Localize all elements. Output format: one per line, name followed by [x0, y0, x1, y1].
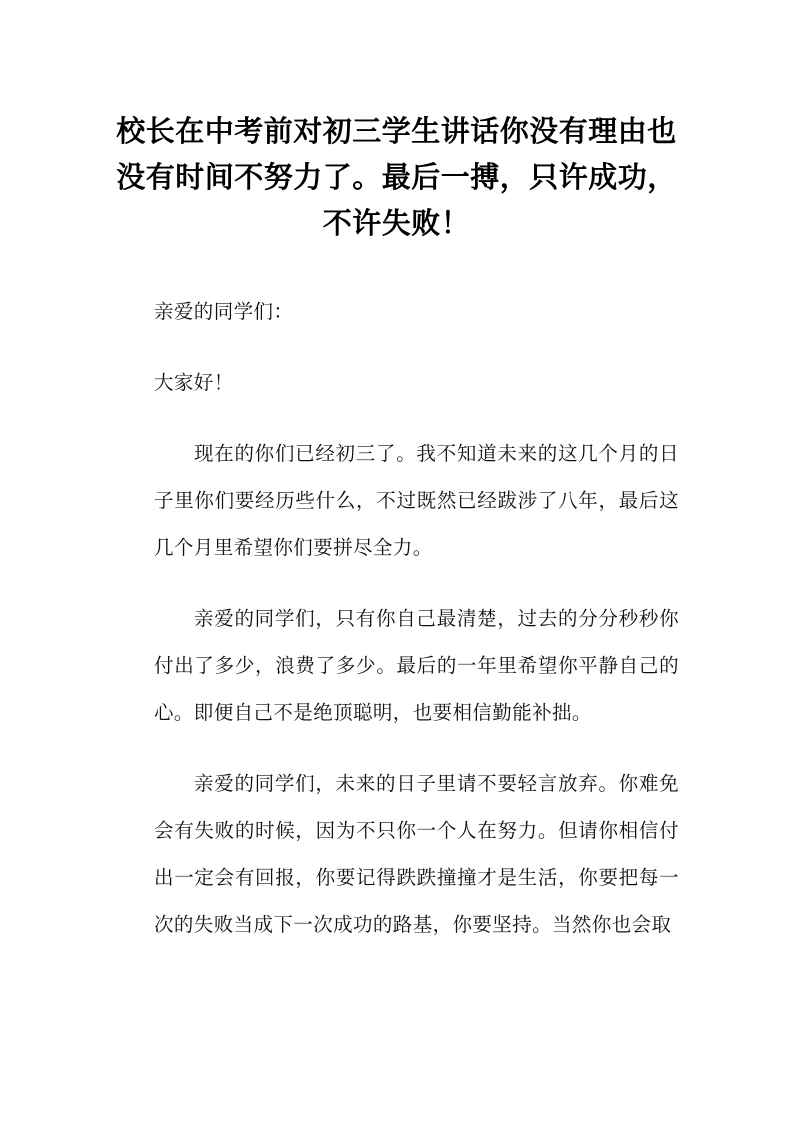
document-body	[104, 288, 689, 948]
paragraph-greeting: 大家好！	[154, 371, 234, 394]
paragraph-body-2: 亲爱的同学们，只有你自己最清楚，过去的分分秒秒你付出了多少，浪费了多少。最后的一年里希望你平静自己的心。即便自己不是绝顶聪明，也要相信勤能补拙。	[154, 607, 679, 724]
paragraph-salutation: 亲爱的同学们：	[154, 300, 294, 323]
paragraph-body-3: 亲爱的同学们，未来的日子里请不要轻言放弃。你难免会有失败的时候，因为不只你一个人在努力。但请你相信付出一定会有回报，你要记得跌跌撞撞才是生活，你要把每一次的失败当成下一次成功的路基，你要坚持。当然你也会取	[154, 772, 679, 936]
paragraph-body-1: 现在的你们已经初三了。我不知道未来的这几个月的日子里你们要经历些什么，不过既然已经跋涉了八年，最后这几个月里希望你们要拼尽全力。	[154, 442, 679, 559]
page-title: 校长在中考前对初三学生讲话你没有理由也没有时间不努力了。最后一搏，只许成功，不许失败！	[116, 114, 677, 240]
